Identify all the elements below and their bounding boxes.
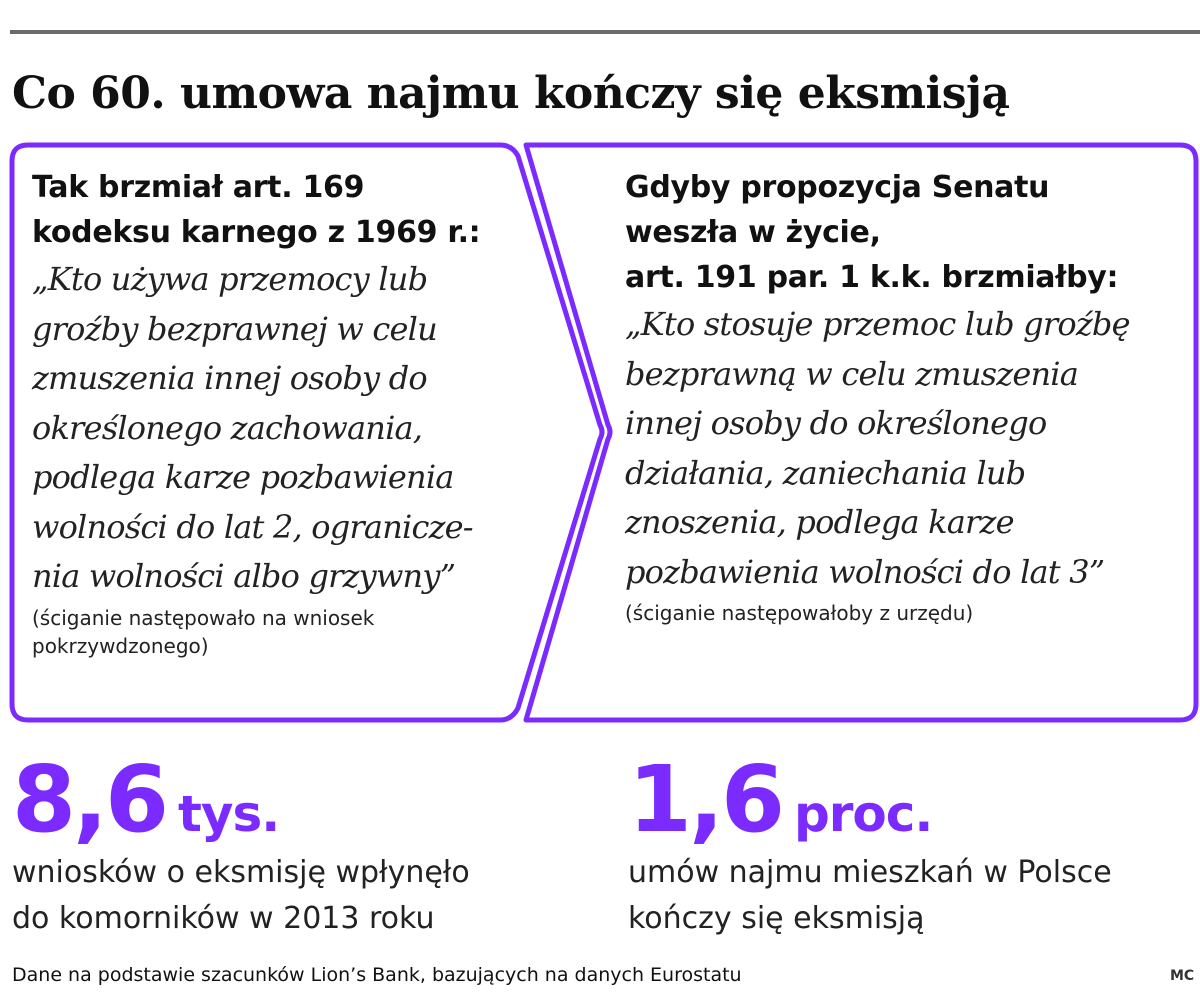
old-law-note: (ściganie następowało na wniosek pokrzywdzonego) — [32, 605, 375, 658]
top-rule — [10, 30, 1200, 34]
senate-proposal-quote: „Kto stosuje przemoc lub groźbę bezprawną w celu zmuszenia innej osoby do określonego działania, zaniechania lub znoszenia, podlega karze pozbawienia wolności do lat 3” — [625, 305, 1130, 591]
stat-description: wniosków o eksmisję wpłynęło do komorników w 2013 roku — [12, 855, 470, 936]
stat-unit: tys. — [177, 785, 280, 843]
old-law-quote: „Kto używa przemocy lub groźby bezprawnej w celu zmuszenia innej osoby do określonego zachowania, podlega karze pozbawienia wolności do lat 2, ogranicze- nia wolności albo grzywny” — [32, 260, 473, 595]
eviction-requests-stat — [12, 746, 470, 942]
senate-proposal-panel — [625, 165, 1195, 627]
stat-description: umów najmu mieszkań w Polsce kończy się eksmisją — [628, 855, 1112, 936]
old-law-panel — [32, 165, 567, 660]
headline: Co 60. umowa najmu kończy się eksmisją — [12, 68, 1010, 119]
senate-proposal-heading: Gdyby propozycja Senatu weszła w życie, art. 191 par. 1 k.k. brzmiałby: — [625, 170, 1119, 295]
stat-value: 1,6 — [628, 746, 782, 853]
author-credit: MC — [1170, 968, 1195, 984]
eviction-share-stat — [628, 746, 1112, 942]
source-note: Dane na podstawie szacunków Lion’s Bank, bazujących na danych Eurostatu — [12, 964, 742, 986]
old-law-heading: Tak brzmiał art. 169 kodeksu karnego z 1969 r.: — [32, 170, 481, 250]
stat-value: 8,6 — [12, 746, 166, 853]
stat-unit: proc. — [793, 785, 933, 843]
senate-proposal-note: (ściganie następowałoby z urzędu) — [625, 601, 974, 625]
